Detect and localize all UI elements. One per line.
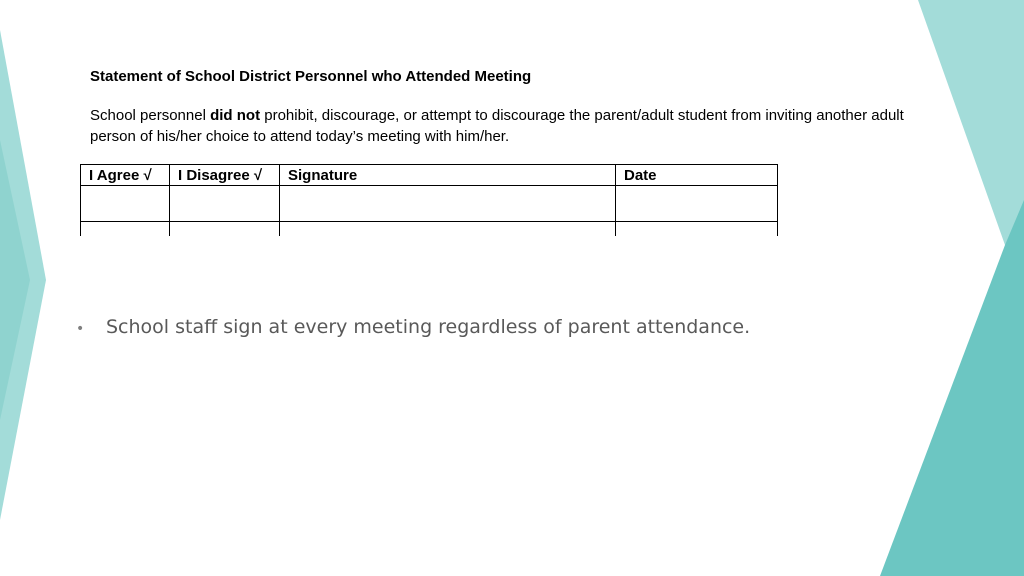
signature-cell — [280, 221, 616, 236]
disagree-cell — [170, 221, 280, 236]
paragraph-text-start: School personnel — [90, 107, 211, 124]
signature-cell — [280, 186, 616, 221]
date-cell — [616, 186, 778, 221]
table-header-row — [81, 165, 778, 186]
column-header-disagree: I Disagree √ — [170, 165, 280, 186]
column-header-agree: I Agree √ — [81, 165, 170, 186]
paragraph-text-end: prohibit, discourage, or attempt to discourage the parent/adult student from inviting another adult person of his/her choice to attend today’s meeting with him/her. — [90, 107, 904, 145]
paragraph-bold-text: did not — [210, 107, 261, 124]
disagree-cell — [170, 186, 280, 221]
bullet-item — [76, 316, 750, 338]
bullet-dot-icon: • — [76, 321, 85, 337]
bottom-right-accent-shape — [880, 200, 1024, 576]
signature-table — [80, 164, 778, 236]
bullet-text: School staff sign at every meeting regardless of parent attendance. — [106, 316, 751, 338]
table-row — [81, 186, 778, 221]
document-heading: Statement of School District Personnel who Attended Meeting — [90, 68, 532, 85]
column-header-signature: Signature — [280, 165, 616, 186]
agree-cell — [81, 221, 170, 236]
table-row — [81, 221, 778, 236]
document-paragraph — [90, 105, 950, 147]
column-header-date: Date — [616, 165, 778, 186]
agree-cell — [81, 186, 170, 221]
date-cell — [616, 221, 778, 236]
